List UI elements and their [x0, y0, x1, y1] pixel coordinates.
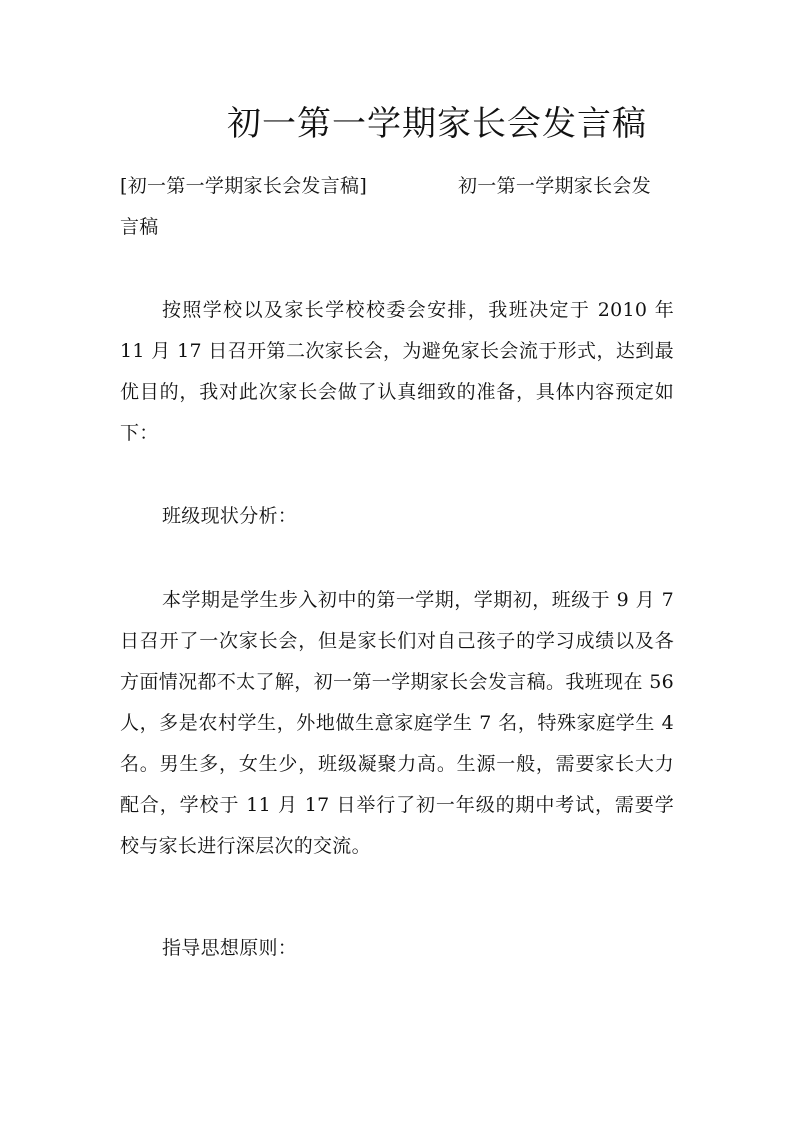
subtitle-line-2: 言稿 [120, 216, 159, 238]
subtitle-bracket: [初一第一学期家长会发言稿] [120, 175, 368, 197]
subtitle-rest: 初一第一学期家长会发 [458, 175, 652, 197]
paragraph-intro: 按照学校以及家长学校校委会安排，我班决定于 2010 年 11 月 17 日召开第二次家长会，为避免家长会流于形式，达到最优目的，我对此次家长会做了认真细致的准备，具体内容预定如下： [120, 299, 674, 444]
document-subtitle [120, 166, 674, 248]
paragraph-class-status: 本学期是学生步入初中的第一学期，学期初，班级于 9 月 7 日召开了一次家长会，但是家长们对自己孩子的学习成绩以及各方面情况都不太了解，初一第一学期家长会发言稿。我班现在 56 人，多是农村学生，外地做生意家庭学生 7 名，特殊家庭学生 4 名。男生多，女生少，班级凝聚力高。生源一般，需要家长大力配合，学校于 11 月 17 日举行了初一年级的期中考试，需要学校与家长进行深层次的交流。 [120, 589, 674, 857]
document-title: 初一第一学期家长会发言稿 [227, 104, 647, 144]
paragraph-heading-guiding-principles: 指导思想原则： [162, 937, 298, 959]
paragraph-heading-class-status: 班级现状分析： [162, 505, 298, 527]
subtitle-line-1 [120, 166, 674, 207]
